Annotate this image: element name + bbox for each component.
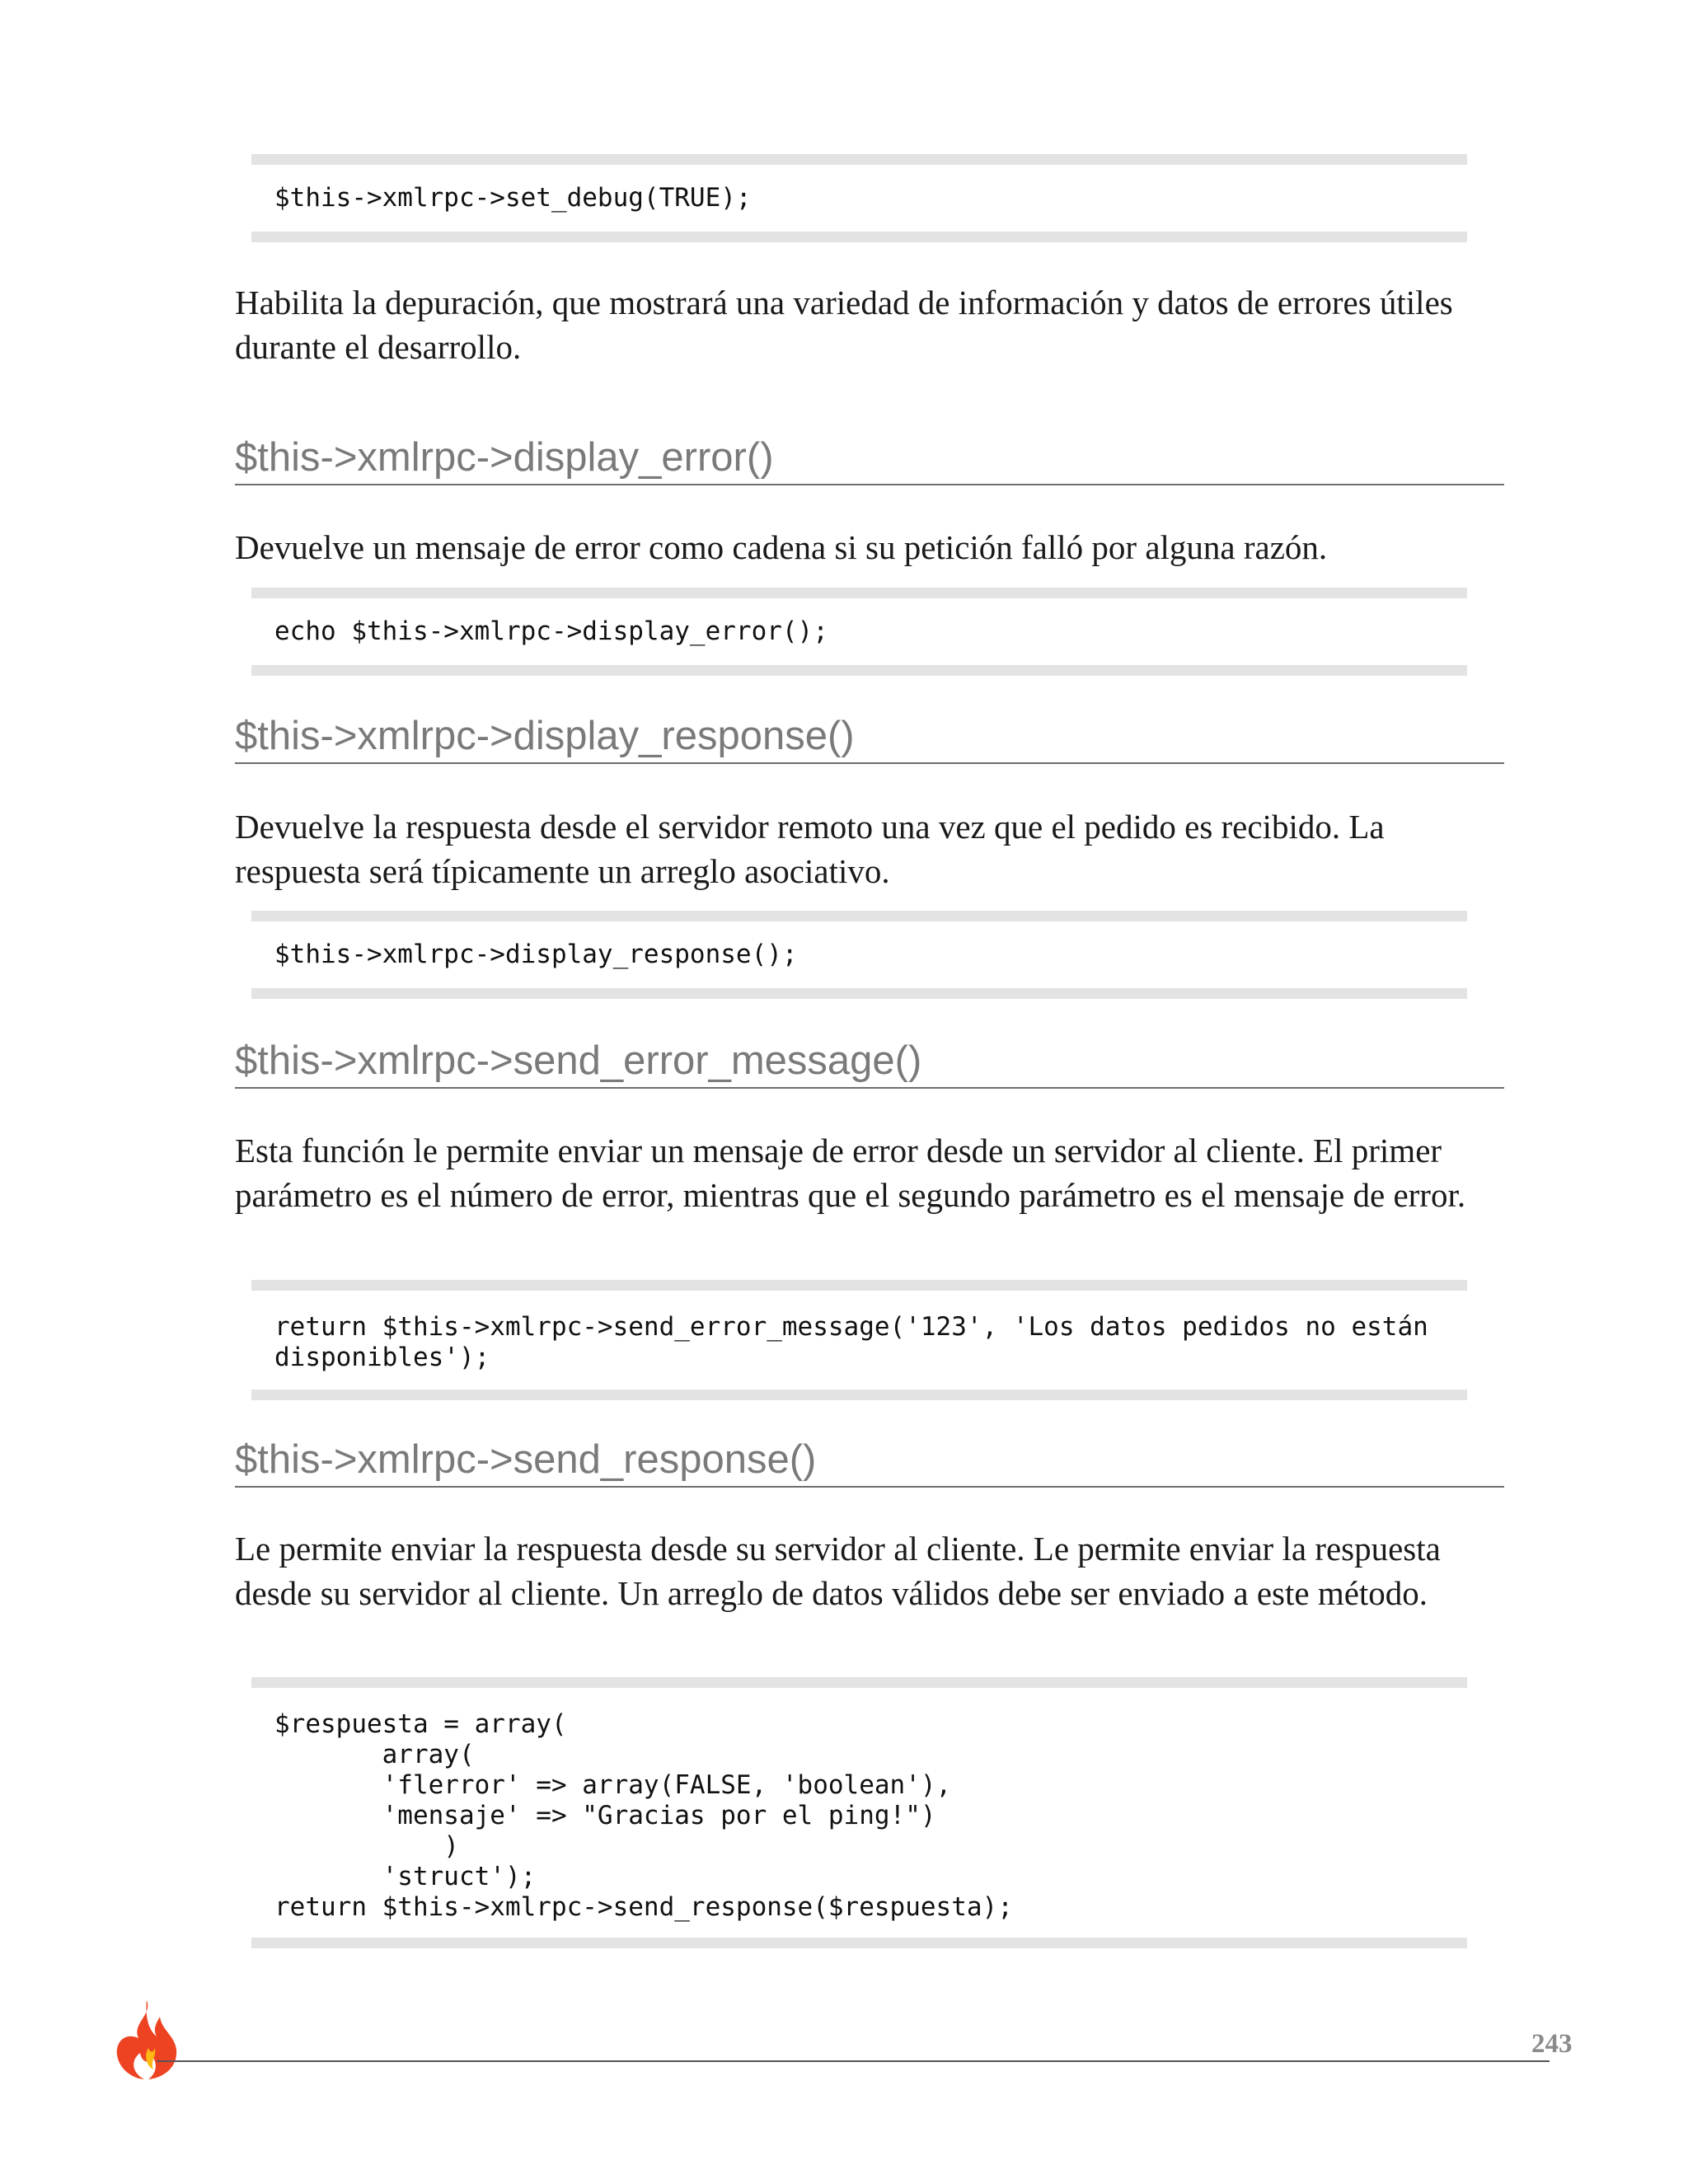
paragraph-display-response: Devuelve la respuesta desde el servidor remoto una vez que el pedido es recibido. La respuesta será típicamente un arreglo asociativo. bbox=[235, 808, 1385, 890]
heading-send-response: $this->xmlrpc->send_response() bbox=[235, 1435, 1504, 1488]
code-block-send-error-message: return $this->xmlrpc->send_error_message('123', 'Los datos pedidos no están disponibles'); bbox=[251, 1280, 1467, 1400]
footer-divider bbox=[157, 2060, 1550, 2062]
code-block-display-response: $this->xmlrpc->display_response(); bbox=[251, 911, 1467, 999]
heading-display-error: $this->xmlrpc->display_error() bbox=[235, 433, 1504, 485]
paragraph-send-response: Le permite enviar la respuesta desde su servidor al cliente. Le permite enviar la respuesta desde su servidor al cliente. Un arreglo de datos válidos debe ser enviado a este método. bbox=[235, 1530, 1441, 1612]
code-block-display-error: echo $this->xmlrpc->display_error(); bbox=[251, 588, 1467, 676]
heading-display-response: $this->xmlrpc->display_response() bbox=[235, 711, 1504, 764]
paragraph-display-error: Devuelve un mensaje de error como cadena si su petición falló por alguna razón. bbox=[235, 528, 1328, 566]
paragraph-send-error-message: Esta función le permite enviar un mensaje de error desde un servidor al cliente. El primer parámetro es el número de error, mientras que el segundo parámetro es el mensaje de error. bbox=[235, 1132, 1466, 1214]
codeigniter-flame-icon bbox=[107, 1999, 181, 2081]
heading-send-error-message: $this->xmlrpc->send_error_message() bbox=[235, 1036, 1504, 1089]
code-block-set-debug: $this->xmlrpc->set_debug(TRUE); bbox=[251, 154, 1467, 242]
code-block-send-response: $respuesta = array( array( 'flerror' => array(FALSE, 'boolean'), 'mensaje' => "Gracias por el ping!") ) 'struct'); return $this->xmlrpc->send_response($respuesta); bbox=[251, 1677, 1467, 1948]
paragraph-debug-description: Habilita la depuración, que mostrará una variedad de información y datos de errores útiles durante el desarrollo. bbox=[235, 284, 1453, 366]
page-number: 243 bbox=[1531, 2029, 1573, 2059]
